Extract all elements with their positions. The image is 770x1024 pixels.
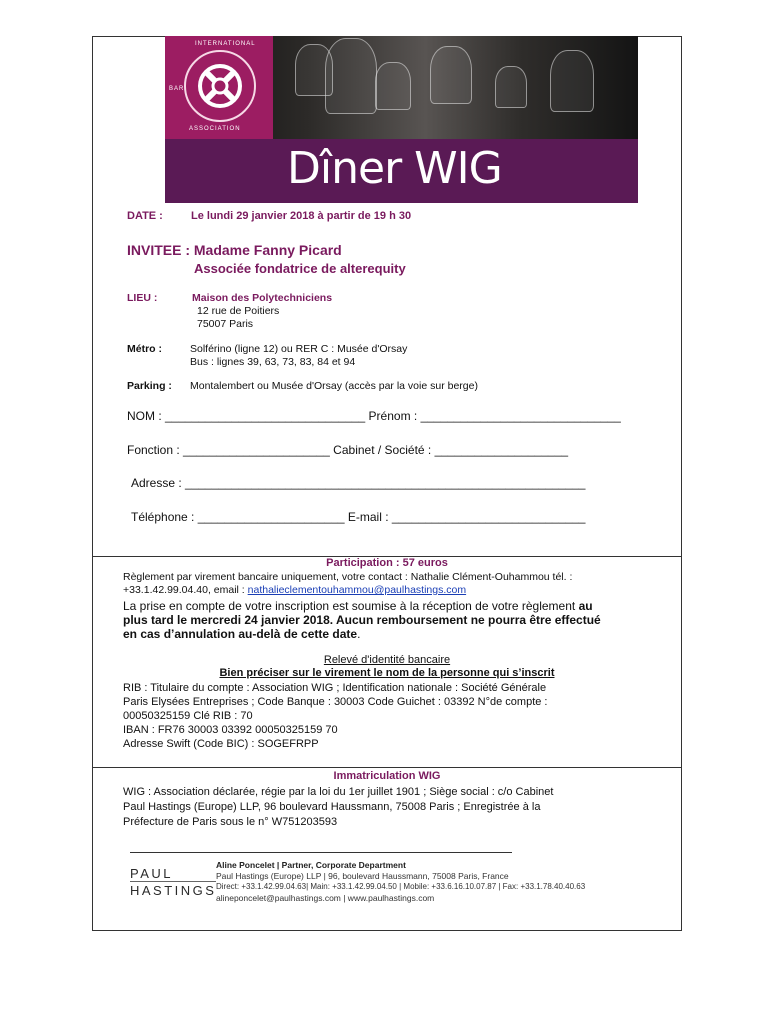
telephone-email-field[interactable]: Téléphone : ______________________ E-mail : _____________________________ xyxy=(131,510,586,524)
lieu-address-line-1: 12 rue de Poitiers xyxy=(197,305,280,317)
contact-phone: +33.1.42.99.04.40, email : xyxy=(123,584,248,596)
notice-text: La prise en compte de votre inscription est soumise à la réception de votre règlement xyxy=(123,599,579,613)
invitee-role: Associée fondatrice de alterequity xyxy=(194,261,406,276)
metro-line-1: Solférino (ligne 12) ou RER C : Musée d'Orsay xyxy=(190,343,408,355)
event-title: Dîner WIG xyxy=(287,143,502,194)
date-label: DATE : xyxy=(127,210,163,222)
parking-value: Montalembert ou Musée d'Orsay (accès par la voie sur berge) xyxy=(190,380,478,392)
section-divider xyxy=(92,767,682,768)
contact-email-link[interactable]: nathalieclementouhammou@paulhastings.com xyxy=(247,584,467,596)
phone-line: Direct: +33.1.42.99.04.63| Main: +33.1.42.99.04.50 | Mobile: +33.6.16.10.07.87 | Fax: +33.1.78.40.40.63 xyxy=(216,882,586,891)
event-banner xyxy=(165,36,638,203)
invitee-line: INVITEE : Madame Fanny Picard xyxy=(127,242,342,258)
iban-line: IBAN : FR76 30003 03392 00050325159 70 xyxy=(123,724,338,736)
registration-line-2: Paul Hastings (Europe) LLP, 96 boulevard Haussmann, 75008 Paris ; Enregistrée à la xyxy=(123,801,541,813)
rib-subheading: Bien préciser sur le virement le nom de la personne qui s’inscrit xyxy=(219,667,555,679)
logo-text-top: INTERNATIONAL xyxy=(195,41,256,47)
registration-notice-line-1 xyxy=(123,599,593,613)
notice-bold-end: en cas d’annulation au-delà de cette date xyxy=(123,627,358,641)
iba-emblem-icon xyxy=(197,63,243,109)
lieu-label: LIEU : xyxy=(127,292,158,304)
signature-divider xyxy=(130,852,512,853)
rib-line-2: Paris Elysées Entreprises ; Code Banque : 30003 Code Guichet : 03392 N°de compte : xyxy=(123,696,548,708)
web-line[interactable]: alineponcelet@paulhastings.com | www.paulhastings.com xyxy=(216,893,435,903)
signatory-name: Aline Poncelet | Partner, Corporate Department xyxy=(216,860,406,870)
logo-text-left: BAR xyxy=(169,86,185,92)
payment-instructions: Règlement par virement bancaire uniquement, votre contact : Nathalie Clément-Ouhammou tél. : xyxy=(123,571,573,583)
metro-line-2: Bus : lignes 39, 63, 73, 83, 84 et 94 xyxy=(190,356,356,368)
registration-heading: Immatriculation WIG xyxy=(333,770,441,782)
contact-line xyxy=(123,584,466,596)
firm-address: Paul Hastings (Europe) LLP | 96, boulevard Haussmann, 75008 Paris, France xyxy=(216,871,509,881)
participation-heading: Participation : 57 euros xyxy=(326,557,448,569)
swift-line: Adresse Swift (Code BIC) : SOGEFRPP xyxy=(123,738,319,750)
parking-label: Parking : xyxy=(127,380,172,392)
rib-line-1: RIB : Titulaire du compte : Association WIG ; Identification nationale : Société Générale xyxy=(123,682,547,694)
registration-notice-line-2: plus tard le mercredi 24 janvier 2018. Aucun remboursement ne pourra être effectué xyxy=(123,613,601,627)
registration-line-1: WIG : Association déclarée, régie par la loi du 1er juillet 1901 ; Siège social : c/o Cabinet xyxy=(123,786,554,798)
rib-heading: Relevé d'identité bancaire xyxy=(323,654,451,666)
rib-line-3: 00050325159 Clé RIB : 70 xyxy=(123,710,253,722)
logo-text-bottom: ASSOCIATION xyxy=(189,126,241,132)
title-bar xyxy=(165,139,638,203)
fonction-cabinet-field[interactable]: Fonction : ______________________ Cabinet / Société : ____________________ xyxy=(127,443,569,457)
lieu-address-line-2: 75007 Paris xyxy=(197,318,254,330)
date-value: Le lundi 29 janvier 2018 à partir de 19 h 30 xyxy=(191,210,412,222)
registration-line-3: Préfecture de Paris sous le n° W751203593 xyxy=(123,816,338,828)
notice-bold: au xyxy=(578,599,593,613)
adresse-field[interactable]: Adresse : ____________________________________________________________ xyxy=(131,476,586,490)
notice-period: . xyxy=(357,627,361,641)
paul-hastings-logo-top: PAUL xyxy=(130,866,173,881)
lieu-name: Maison des Polytechniciens xyxy=(192,292,333,304)
iba-logo xyxy=(165,36,273,139)
metro-label: Métro : xyxy=(127,343,162,355)
paul-hastings-logo-bottom: HASTINGS xyxy=(130,883,217,898)
registration-notice-line-3 xyxy=(123,627,360,641)
nom-prenom-field[interactable]: NOM : ______________________________ Prénom : ______________________________ xyxy=(127,409,621,423)
